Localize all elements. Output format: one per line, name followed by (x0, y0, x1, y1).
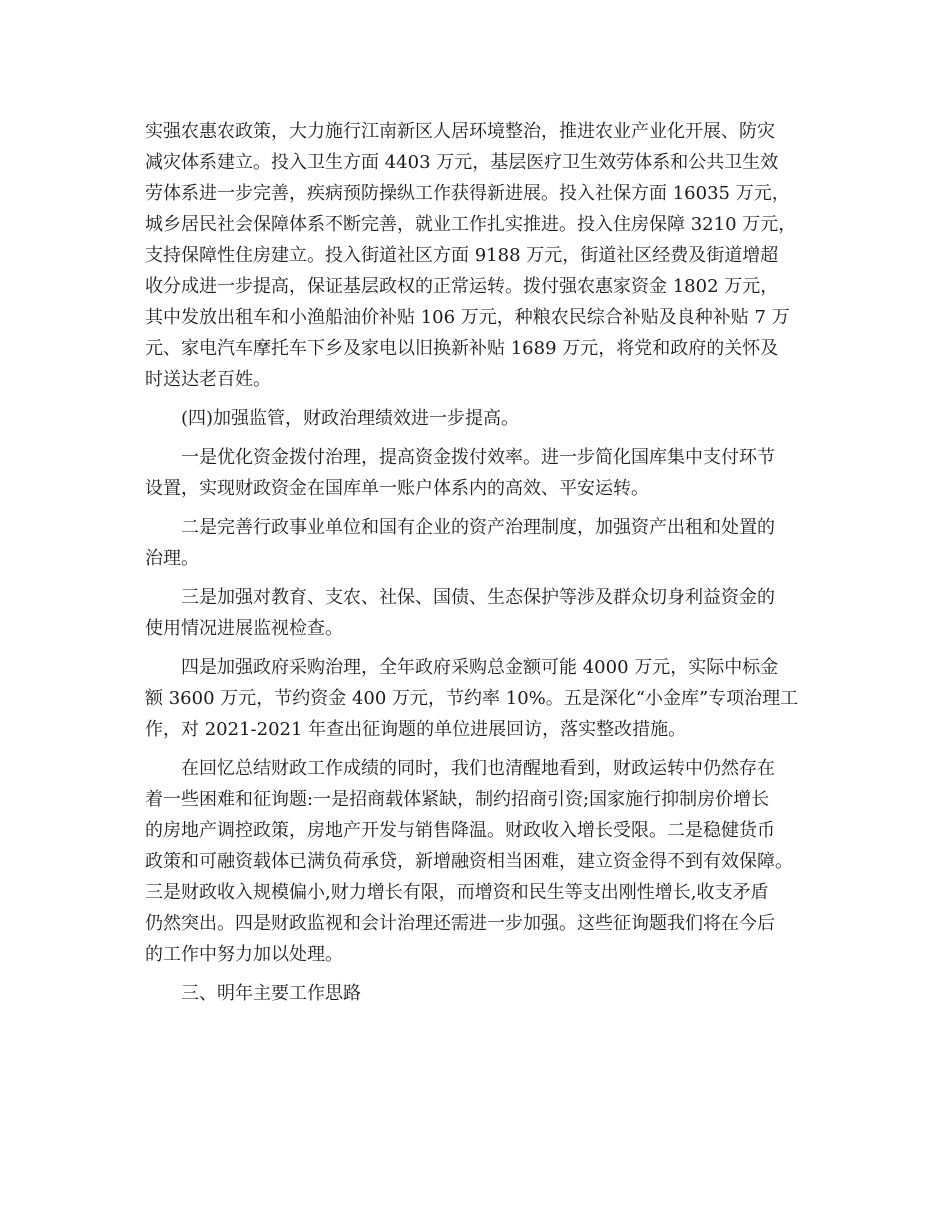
text-line: 设置，实现财政资金在国库单一账户体系内的高效、平安运转。 (145, 478, 649, 499)
section-heading-supervision: (四)加强监管，财政治理绩效进一步提高。 (181, 408, 520, 429)
paragraph-item-2 (145, 512, 815, 574)
text-line: 仍然突出。四是财政监视和会计治理还需进一步加强。这些征询题我们将在今后 (145, 913, 775, 934)
paragraph-item-4 (145, 652, 815, 745)
text-line: 额 3600 万元，节约资金 400 万元，节约率 10%。五是深化“小金库”专项治理工 (145, 688, 799, 709)
text-line: 元、家电汽车摩托车下乡及家电以旧换新补贴 1689 万元，将党和政府的关怀及 (145, 338, 779, 359)
text-line: 三是加强对教育、支农、社保、国债、生态保护等涉及群众切身利益资金的 (181, 587, 775, 608)
paragraph-agriculture-investment (145, 116, 815, 395)
text-line: 实强农惠农政策，大力施行江南新区人居环境整治，推进农业产业化开展、防灾 (145, 121, 775, 142)
section-heading-next-year: 三、明年主要工作思路 (181, 983, 361, 1004)
text-line: 的房地产调控政策，房地产开发与销售降温。财政收入增长受限。二是稳健货币 (145, 820, 775, 841)
text-line: 二是完善行政事业单位和国有企业的资产治理制度，加强资产出租和处置的 (181, 517, 775, 538)
text-line: 支持保障性住房建立。投入街道社区方面 9188 万元，街道社区经费及街道增超 (145, 245, 779, 266)
text-line: 收分成进一步提高，保证基层政权的正常运转。拨付强农惠家资金 1802 万元， (145, 276, 779, 297)
text-line: 减灾体系建立。投入卫生方面 4403 万元，基层医疗卫生效劳体系和公共卫生效 (145, 152, 779, 173)
text-line: 四是加强政府采购治理，全年政府采购总金额可能 4000 万元，实际中标金 (181, 657, 779, 678)
text-line: 其中发放出租车和小渔船油价补贴 106 万元，种粮农民综合补贴及良种补贴 7 万 (145, 307, 790, 328)
text-line: 作，对 2021-2021 年查出征询题的单位进展回访，落实整改措施。 (145, 719, 687, 740)
text-line: 使用情况进展监视检查。 (145, 618, 343, 639)
text-line: 城乡居民社会保障体系不断完善，就业工作扎实推进。投入住房保障 3210 万元， (145, 214, 797, 235)
text-line: 一是优化资金拨付治理，提高资金拨付效率。进一步简化国库集中支付环节 (181, 447, 775, 468)
paragraph-item-3 (145, 582, 815, 644)
text-line: 着一些困难和征询题:一是招商载体紧缺，制约招商引资;国家施行抑制房价增长 (145, 789, 770, 810)
paragraph-review (145, 753, 815, 970)
text-line: 的工作中努力加以处理。 (145, 944, 343, 965)
text-line: 政策和可融资载体已满负荷承贷，新增融资相当困难，建立资金得不到有效保障。 (145, 851, 793, 872)
text-line: 时送达老百姓。 (145, 369, 271, 390)
text-line: 劳体系进一步完善，疾病预防操纵工作获得新进展。投入社保方面 16035 万元， (145, 183, 790, 204)
text-line: 在回忆总结财政工作成绩的同时，我们也清醒地看到，财政运转中仍然存在 (181, 758, 775, 779)
text-line: 三是财政收入规模偏小,财力增长有限，而增资和民生等支出刚性增长,收支矛盾 (145, 882, 769, 903)
paragraph-item-1 (145, 442, 815, 504)
text-line: 治理。 (145, 548, 199, 569)
document-body (145, 116, 815, 1009)
